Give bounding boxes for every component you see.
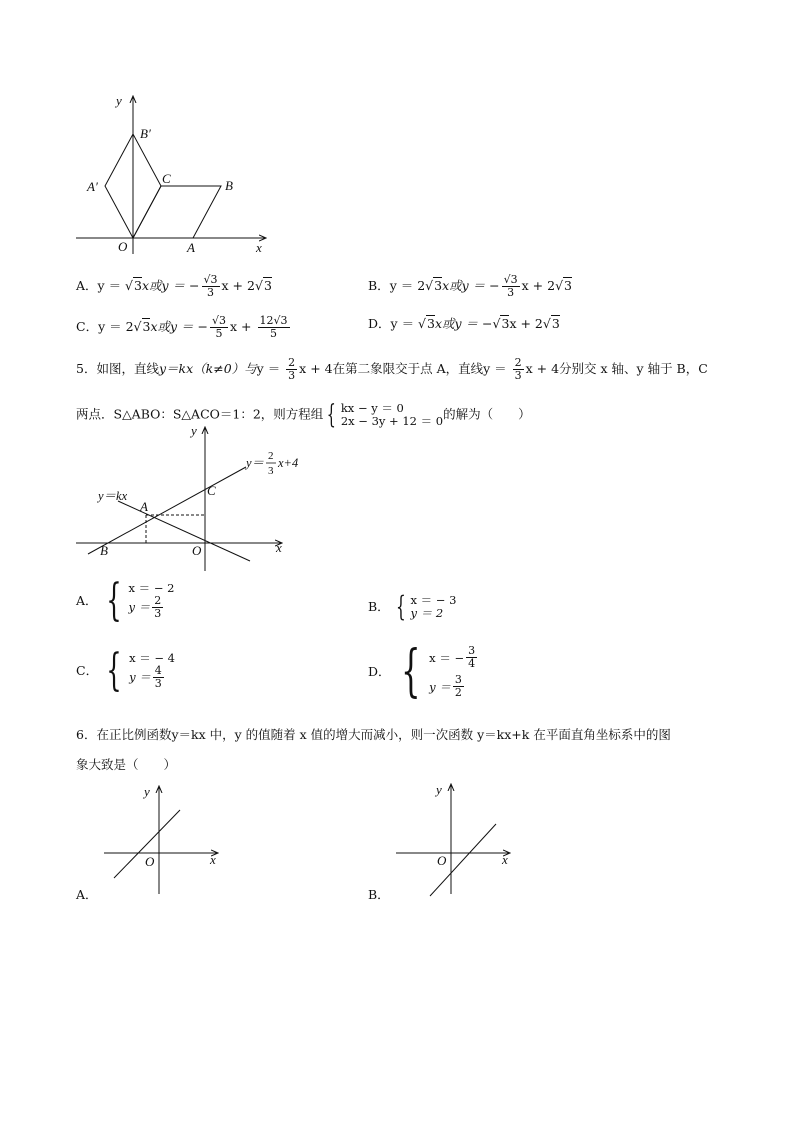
point-b-label: B — [100, 543, 108, 558]
line-label-pre: y＝ — [246, 456, 265, 470]
q5-option-b[interactable]: B． { x ＝ − 3 y ＝ 2 — [368, 590, 457, 623]
origin-label: O — [192, 543, 202, 558]
q4-option-c[interactable]: C．y ＝ 2√3x或y ＝ − $\frac{√3}{5}$ x + $\frac{12√3}{5}$ — [76, 314, 288, 340]
q6-stem-line1: 6．在正比例函数y＝kx 中，y 的值随着 x 值的增大而减小，则一次函数 y＝kx+k 在平面直角坐标系中的图 — [76, 727, 671, 742]
origin-label: O — [118, 239, 128, 254]
q6-graph-b[interactable] — [392, 780, 522, 898]
q6-graph-a[interactable] — [100, 782, 230, 897]
point-b-label: B — [225, 178, 233, 193]
y-label: y — [436, 782, 442, 797]
q4-option-b[interactable]: B．y ＝ 2√3x或y ＝ − $\frac{√3}{3}$ x + 2√3 — [368, 273, 572, 299]
q4-option-d[interactable]: D．y ＝ √3x或y ＝ −√3x + 2√3 — [368, 316, 560, 331]
y-label: y — [191, 423, 197, 438]
q5-stem-line2: 两点．S△ABO：S△ACO＝1：2，则方程组 { kx − y ＝ 0 2x − 3y + 12 ＝ 0 的解为（ ） — [76, 400, 531, 430]
q6-stem-line2: 象大致是（ ） — [76, 757, 177, 772]
q6-option-a-label[interactable]: A． — [76, 887, 98, 902]
x-label: x — [276, 540, 282, 555]
point-c-label: C — [207, 483, 216, 498]
x-label: x — [256, 240, 262, 255]
origin-label: O — [437, 853, 447, 868]
y-label: y — [116, 93, 122, 108]
q5-option-c[interactable]: C． { x ＝ − 4 y ＝ $\frac{4}{3}$ — [76, 645, 175, 696]
q5-option-d[interactable]: D． { x ＝ − $\frac{3}{4}$ y ＝ $\frac{3}{2}$ — [368, 639, 476, 704]
point-c-label: C — [162, 171, 171, 186]
q5-figure — [70, 423, 310, 573]
q4-option-a[interactable]: A．y ＝ √3x或y ＝ − $\frac{√3}{3}$ x + 2√3 — [76, 273, 272, 299]
line-kx-label: y＝kx — [98, 489, 128, 503]
origin-label: O — [145, 854, 155, 869]
q4-figure — [70, 88, 280, 258]
y-label: y — [144, 784, 150, 799]
x-label: x — [502, 852, 508, 867]
line-label-post: x+4 — [278, 456, 299, 470]
line-y-kx — [118, 501, 250, 561]
point-b-prime-label: B′ — [140, 126, 151, 141]
parallelogram-ocba — [133, 186, 221, 238]
point-a-prime-label: A′ — [87, 179, 98, 194]
point-a-label: A — [187, 240, 195, 255]
x-label: x — [210, 852, 216, 867]
line-label-num: 2 — [268, 450, 274, 462]
line-label-den: 3 — [268, 465, 274, 477]
q6-option-b-label[interactable]: B． — [368, 887, 390, 902]
point-a-label: A — [140, 499, 148, 514]
q5-stem-line1: 5．如图，直线y＝kx（k≠0）与y ＝ $\frac{2}{3}$ x + 4在第二象限交于点 A，直线y ＝ $\frac{2}{3}$ x + 4分别交 x 轴、y 轴于 B，C — [76, 356, 708, 382]
line-y-2-3x-plus-4 — [88, 467, 246, 554]
q5-option-a[interactable]: A． { x ＝ − 2 y ＝ $\frac{2}{3}$ — [76, 575, 175, 626]
